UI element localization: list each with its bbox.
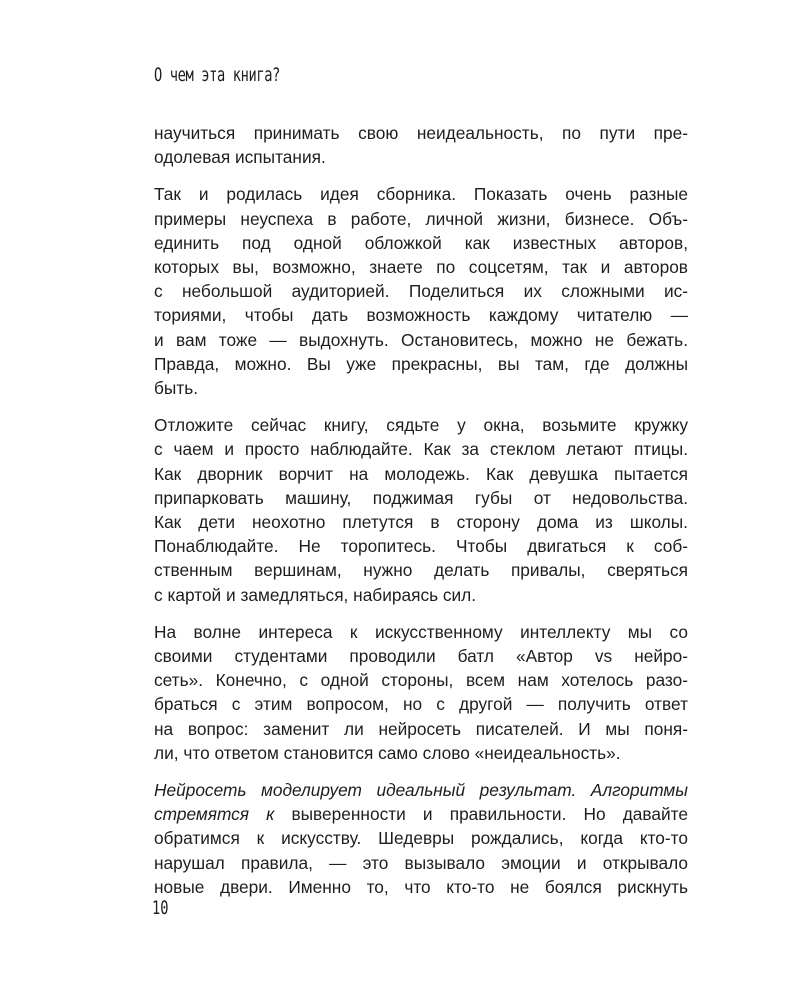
text-line: одолевая испытания. <box>154 147 326 168</box>
text-line: примеры неуспеха в работе, личной жизни, бизнесе. Объ- <box>154 208 688 229</box>
text-line: с небольшой аудиторией. Поделиться их сложными ис- <box>154 281 688 302</box>
paragraph <box>154 778 688 899</box>
text-line: Понаблюдайте. Не торопитесь. Чтобы двигаться к соб- <box>154 536 688 557</box>
text-line: На волне интереса к искусственному интеллекту мы со <box>154 621 688 642</box>
text-line: Правда, можно. Вы уже прекрасны, вы там, где должны <box>154 353 688 374</box>
text-line: своими студентами проводили батл «Автор vs нейро- <box>154 646 688 667</box>
text-line: обратимся к искусству. Шедевры рождались, когда кто-то <box>154 828 688 849</box>
text-line: единить под одной обложкой как известных авторов, <box>154 232 688 253</box>
text-line: быть. <box>154 378 199 399</box>
text-line <box>154 802 688 826</box>
text-line: браться с этим вопросом, но с другой — получить ответ <box>154 694 688 715</box>
text-line: Отложите сейчас книгу, сядьте у окна, возьмите кружку <box>154 415 688 436</box>
running-header: О чем эта книга? <box>154 64 281 86</box>
page-number: 10 <box>152 897 169 919</box>
text-line: ственным вершинам, нужно делать привалы, сверяться <box>154 560 688 581</box>
paragraph <box>154 620 688 765</box>
text-line: научиться принимать свою неидеальность, по пути пре- <box>154 123 688 143</box>
text-line: сеть». Конечно, с одной стороны, всем нам хотелось разо- <box>154 670 688 691</box>
paragraph <box>154 182 688 400</box>
text-line: припарковать машину, поджимая губы от недовольства. <box>154 487 688 508</box>
text-line: на вопрос: заменит ли нейросеть писателей. И мы поня- <box>154 718 688 739</box>
text-line: Так и родилась идея сборника. Показать очень разные <box>154 184 688 205</box>
text-line: ториями, чтобы дать возможность каждому читателю — <box>154 305 688 326</box>
text-line: с чаем и просто наблюдайте. Как за стеклом летают птицы. <box>154 439 688 460</box>
text-line: которых вы, возможно, знаете по соцсетям, так и авторов <box>154 257 688 278</box>
text-line: Как дети неохотно плетутся в сторону дома из школы. <box>154 512 688 533</box>
text-line: и вам тоже — выдохнуть. Остановитесь, можно не бежать. <box>154 329 688 350</box>
text-line: новые двери. Именно то, что кто-то не боялся рискнуть <box>154 876 688 897</box>
paragraph <box>154 413 688 607</box>
paragraph <box>154 121 688 169</box>
text-line: нарушал правила, — это вызывало эмоции и открывало <box>154 852 688 873</box>
italic-phrase: стремятся к <box>154 804 275 825</box>
page-body <box>154 121 688 899</box>
text-line-italic: Нейросеть моделирует идеальный результат. Алгоритмы <box>154 780 688 801</box>
text-line: ли, что ответом становится само слово «неидеальность». <box>154 742 621 763</box>
text-line: с картой и замедляться, набираясь сил. <box>154 584 477 605</box>
text-fragment: выверенности и правильности. Но давайте <box>274 804 689 825</box>
text-line: Как дворник ворчит на молодежь. Как девушка пытается <box>154 463 688 484</box>
